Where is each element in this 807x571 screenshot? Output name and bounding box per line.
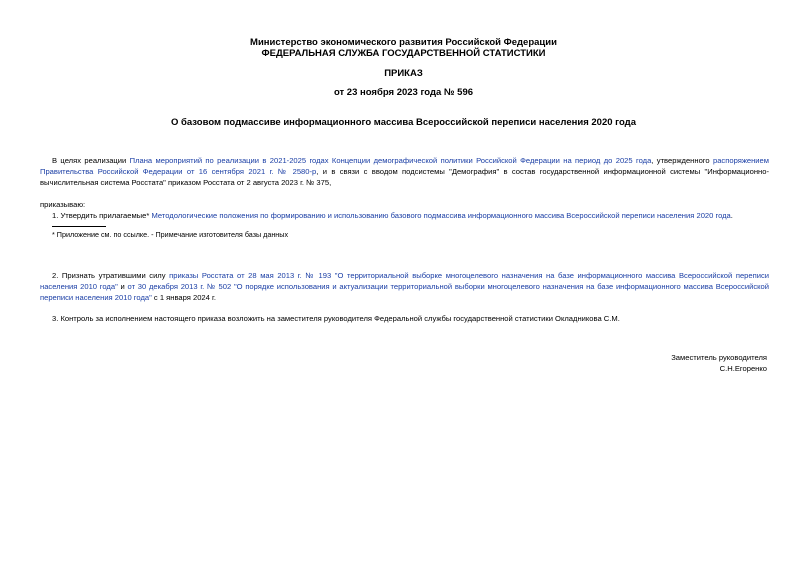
intro-text-3: , и в связи с вводом подсистемы "Демография" в состав государственной информационной системы "Информационно-вычислительная система Росстата" приказом Росстата от 2 августа 2023 г. № 375,: [40, 167, 769, 187]
agency-name: ФЕДЕРАЛЬНАЯ СЛУЖБА ГОСУДАРСТВЕННОЙ СТАТИСТИКИ: [261, 48, 546, 59]
signatory-position: Заместитель руководителя: [671, 353, 767, 362]
item-3-text: 3. Контроль за исполнением настоящего приказа возложить на заместителя руководителя Федеральной службы государственной статистики Окладникова С.М.: [52, 314, 620, 323]
item-1-paragraph: [40, 210, 769, 221]
intro-text-1: В целях реализации: [52, 156, 130, 165]
item-3-paragraph: [40, 313, 769, 324]
item-2-text-3: с 1 января 2024 г.: [151, 293, 216, 302]
document-title: О базовом подмассиве информационного массива Всероссийской переписи населения 2020 года: [171, 117, 636, 128]
intro-paragraph: [40, 155, 769, 188]
government-order-link[interactable]: распоряжением Правительства Российской Федерации от 16 сентября 2021 г. № 2580-р: [40, 156, 769, 176]
item-1-text-2: .: [730, 211, 733, 220]
item-2-text-2: и: [117, 282, 128, 291]
item-2-text-1: 2. Признать утратившими силу: [52, 271, 170, 280]
document-date-number: от 23 ноября 2023 года № 596: [333, 87, 474, 98]
document-type: ПРИКАЗ: [384, 68, 423, 79]
signatory-name: С.Н.Егоренко: [719, 364, 767, 373]
footnote-text: * Приложение см. по ссылке. - Примечание изготовителя базы данных: [52, 230, 289, 239]
order-502-link[interactable]: от 30 декабря 2013 г. № 502 "О порядке использования и актуализации территориальной выборки многоцелевого назначения на базе информационного массива Всероссийской переписи населения 2010 года": [40, 282, 769, 302]
item-2-paragraph: [40, 270, 769, 303]
plan-link[interactable]: Плана мероприятий по реализации в 2021-2025 годах Концепции демографической политики Российской Федерации на период до 2025 года: [129, 156, 652, 165]
footnote-divider: [52, 226, 106, 227]
item-1-text-1: 1. Утвердить прилагаемые*: [52, 211, 152, 220]
order-193-link[interactable]: приказы Росстата от 28 мая 2013 г. № 193 "О территориальной выборке многоцелевого назначения на базе информационного массива Всероссийской переписи населения 2010 года": [40, 271, 770, 291]
intro-text-2: , утвержденного: [651, 156, 713, 165]
ministry-name: Министерство экономического развития Российской Федерации: [250, 37, 557, 48]
order-word: приказываю:: [40, 200, 86, 209]
methodology-link[interactable]: Методологические положения по формированию и использованию базового подмассива информационного массива Всероссийской переписи населения 2020 года: [151, 211, 731, 220]
